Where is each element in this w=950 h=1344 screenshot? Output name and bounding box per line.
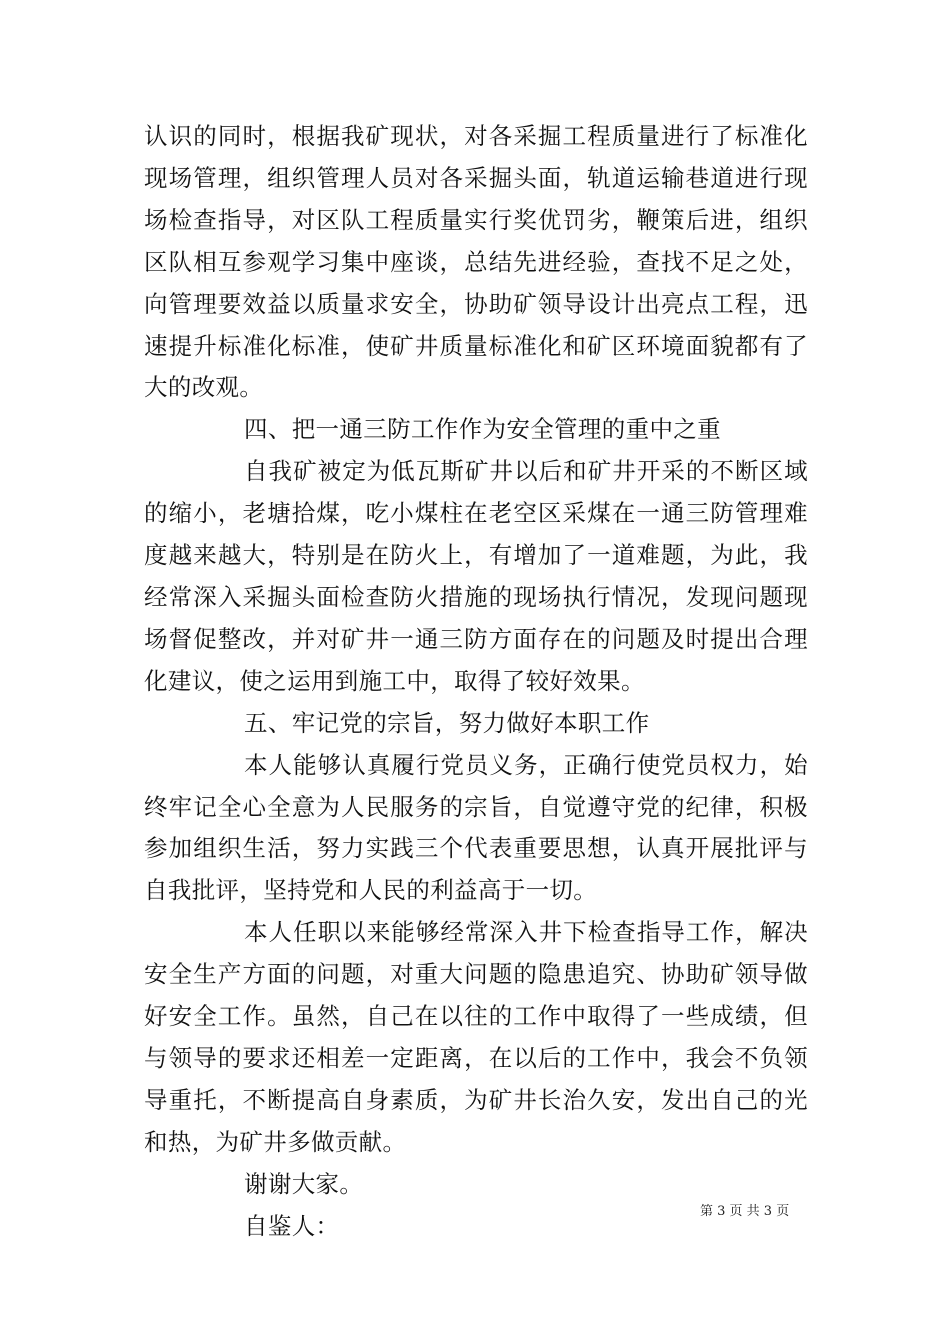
signature-line: 自鉴人：	[244, 1211, 340, 1240]
closing-thanks: 谢谢大家。	[244, 1169, 364, 1198]
page-number-footer: 第 3 页 共 3 页	[700, 1204, 790, 1219]
paragraph-summary: 本人任职以来能够经常深入井下检查指导工作，解决安全生产方面的问题，对重大问题的隐患追究、协助矿领导做好安全工作。虽然，自己在以往的工作中取得了一些成绩，但与领导的要求还相差一定距离，在以后的工作中，我会不负领导重托，不断提高自身素质，为矿井长治久安，发出自己的光和热，为矿井多做贡献。	[144, 918, 808, 1156]
section-heading-ventilation-safety: 四、把一通三防工作作为安全管理的重中之重	[244, 415, 721, 444]
paragraph-party-duties: 本人能够认真履行党员义务，正确行使党员权力，始终牢记全心全意为人民服务的宗旨，自觉遵守党的纪律，积极参加组织生活，努力实践三个代表重要思想，认真开展批评与自我批评，坚持党和人民的利益高于一切。	[144, 750, 808, 905]
paragraph-quality-standardization: 认识的同时，根据我矿现状，对各采掘工程质量进行了标准化现场管理，组织管理人员对各采掘头面，轨道运输巷道进行现场检查指导，对区队工程质量实行奖优罚劣，鞭策后进，组织区队相互参观学习集中座谈，总结先进经验，查找不足之处，向管理要效益以质量求安全，协助矿领导设计出亮点工程，迅速提升标准化标准，使矿井质量标准化和矿区环境面貌都有了大的改观。	[144, 122, 808, 402]
document-page	[144, 116, 808, 1247]
paragraph-fire-prevention: 自我矿被定为低瓦斯矿井以后和矿井开采的不断区域的缩小，老塘拾煤，吃小煤柱在老空区采煤在一通三防管理难度越来越大，特别是在防火上，有增加了一道难题，为此，我经常深入采掘头面检查防火措施的现场执行情况，发现问题现场督促整改，并对矿井一通三防方面存在的问题及时提出合理化建议，使之运用到施工中，取得了较好效果。	[144, 457, 808, 695]
section-heading-party-purpose: 五、牢记党的宗旨，努力做好本职工作	[244, 708, 650, 737]
